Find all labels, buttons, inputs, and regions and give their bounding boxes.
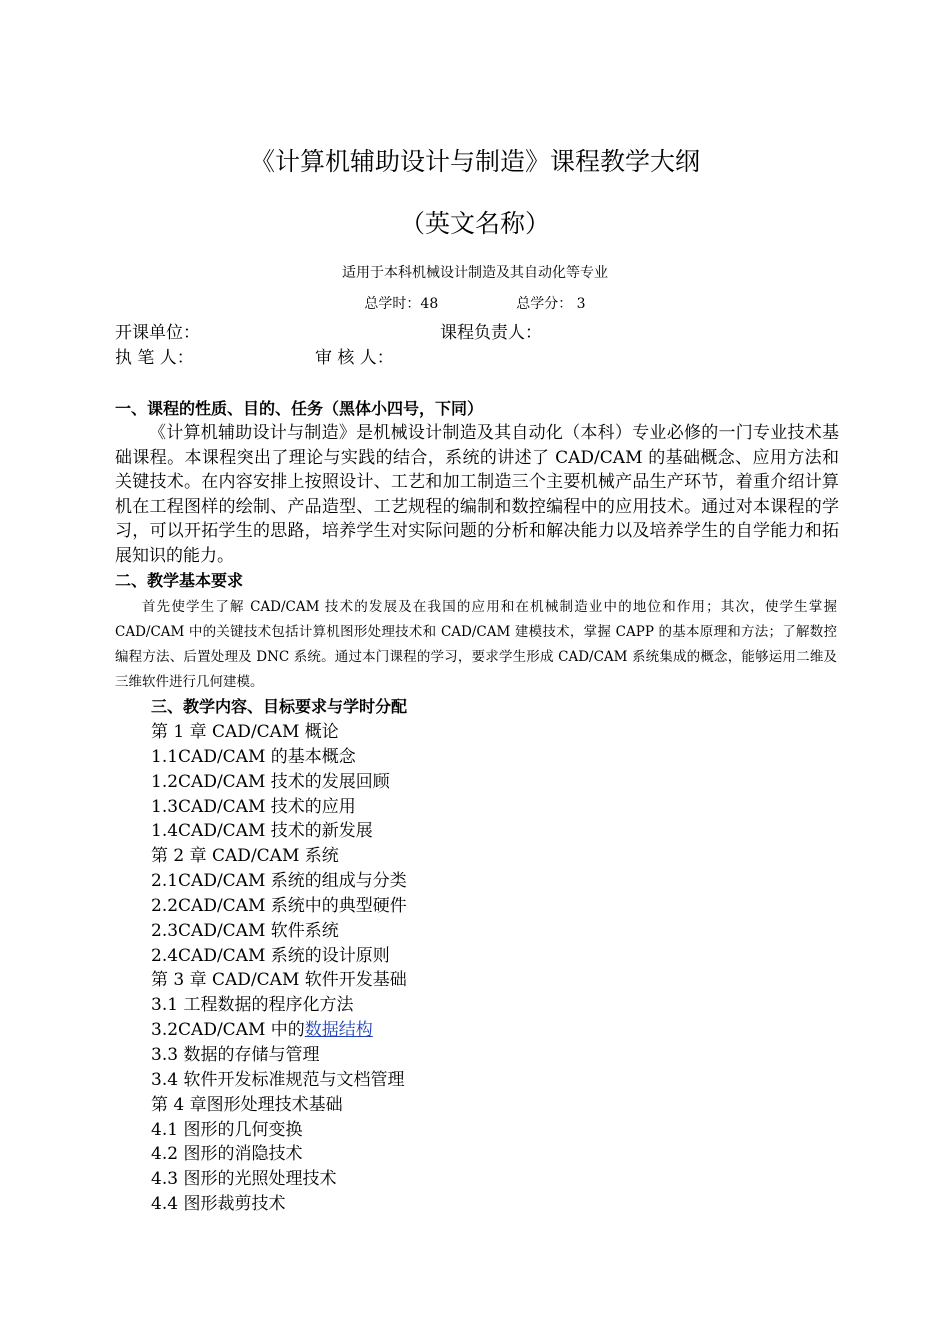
outline-item: 2.2CAD/CAM 系统中的典型硬件 bbox=[151, 895, 407, 916]
document-title: 《计算机辅助设计与制造》课程教学大纲 bbox=[249, 147, 700, 176]
outline-item: 1.2CAD/CAM 技术的发展回顾 bbox=[151, 771, 390, 792]
outline-item: 2.3CAD/CAM 软件系统 bbox=[151, 920, 339, 941]
outline-item: 4.2 图形的消隐技术 bbox=[151, 1144, 303, 1165]
english-title: （英文名称） bbox=[399, 209, 550, 238]
outline-item-text: 3.2CAD/CAM 中的 bbox=[151, 1020, 305, 1041]
offering-unit-label: 开课单位： bbox=[115, 323, 200, 343]
total-hours: 总学时：48 bbox=[364, 296, 439, 312]
course-outline bbox=[151, 720, 407, 1217]
section1-body: 《计算机辅助设计与制造》是机械设计制造及其自动化（本科）专业必修的一门专业技术基础课程。本课程突出了理论与实践的结合，系统的讲述了 CAD/CAM 的基础概念、应用方法和关键技术。在内容安排上按照设计、工艺和加工制造三个主要机械产品生产环节，着重介绍计算机在工程图样的绘制、产品造型、工艺规程的编制和数控编程中的应用技术。通过对本课程的学习，可以开拓学生的思路，培养学生对实际问题的分析和解决能力以及培养学生的自学能力和拓展知识的能力。 bbox=[115, 423, 839, 566]
total-credits: 总学分： 3 bbox=[516, 296, 586, 312]
outline-item: 3.4 软件开发标准规范与文档管理 bbox=[151, 1069, 405, 1090]
outline-chapter: 第 3 章 CAD/CAM 软件开发基础 bbox=[151, 970, 407, 991]
outline-chapter: 第 1 章 CAD/CAM 概论 bbox=[151, 722, 339, 742]
data-structure-link[interactable]: 数据结构 bbox=[304, 1020, 373, 1041]
outline-item-with-link bbox=[151, 1018, 407, 1043]
outline-item: 1.4CAD/CAM 技术的新发展 bbox=[151, 821, 373, 842]
section1-heading: 一、课程的性质、目的、任务（黑体小四号，下同） bbox=[115, 399, 484, 418]
outline-item: 3.1 工程数据的程序化方法 bbox=[151, 995, 354, 1016]
course-owner-label: 课程负责人： bbox=[440, 323, 542, 343]
section2-body: 首先使学生了解 CAD/CAM 技术的发展及在我国的应用和在机械制造业中的地位和作用；其次，使学生掌握 CAD/CAM 中的关键技术包括计算机图形处理技术和 CAD/CAM 建模技术，掌握 CAPP 的基本原理和方法；了解数控编程方法、后置处理及 DNC 系统。通过本门课程的学习，要求学生形成 CAD/CAM 系统集成的概念，能够运用二维及三维软件进行几何建模。 bbox=[115, 599, 837, 690]
outline-item: 1.1CAD/CAM 的基本概念 bbox=[151, 746, 356, 767]
outline-chapter: 第 2 章 CAD/CAM 系统 bbox=[151, 846, 339, 867]
writer-label: 执 笔 人： bbox=[115, 348, 194, 368]
outline-item: 3.3 数据的存储与管理 bbox=[151, 1044, 320, 1065]
applicable-majors: 适用于本科机械设计制造及其自动化等专业 bbox=[342, 265, 608, 281]
outline-chapter: 第 4 章图形处理技术基础 bbox=[151, 1094, 343, 1115]
outline-item: 4.3 图形的光照处理技术 bbox=[151, 1169, 337, 1190]
section3-heading: 三、教学内容、目标要求与学时分配 bbox=[151, 697, 408, 716]
outline-item: 1.3CAD/CAM 技术的应用 bbox=[151, 796, 356, 817]
outline-item: 4.1 图形的几何变换 bbox=[151, 1119, 303, 1140]
outline-item: 4.4 图形裁剪技术 bbox=[151, 1194, 286, 1215]
section2-heading: 二、教学基本要求 bbox=[115, 571, 244, 590]
outline-item: 2.4CAD/CAM 系统的设计原则 bbox=[151, 945, 390, 966]
outline-item: 2.1CAD/CAM 系统的组成与分类 bbox=[151, 871, 407, 892]
credits-line bbox=[0, 294, 950, 314]
reviewer-label: 审 核 人： bbox=[315, 348, 394, 368]
